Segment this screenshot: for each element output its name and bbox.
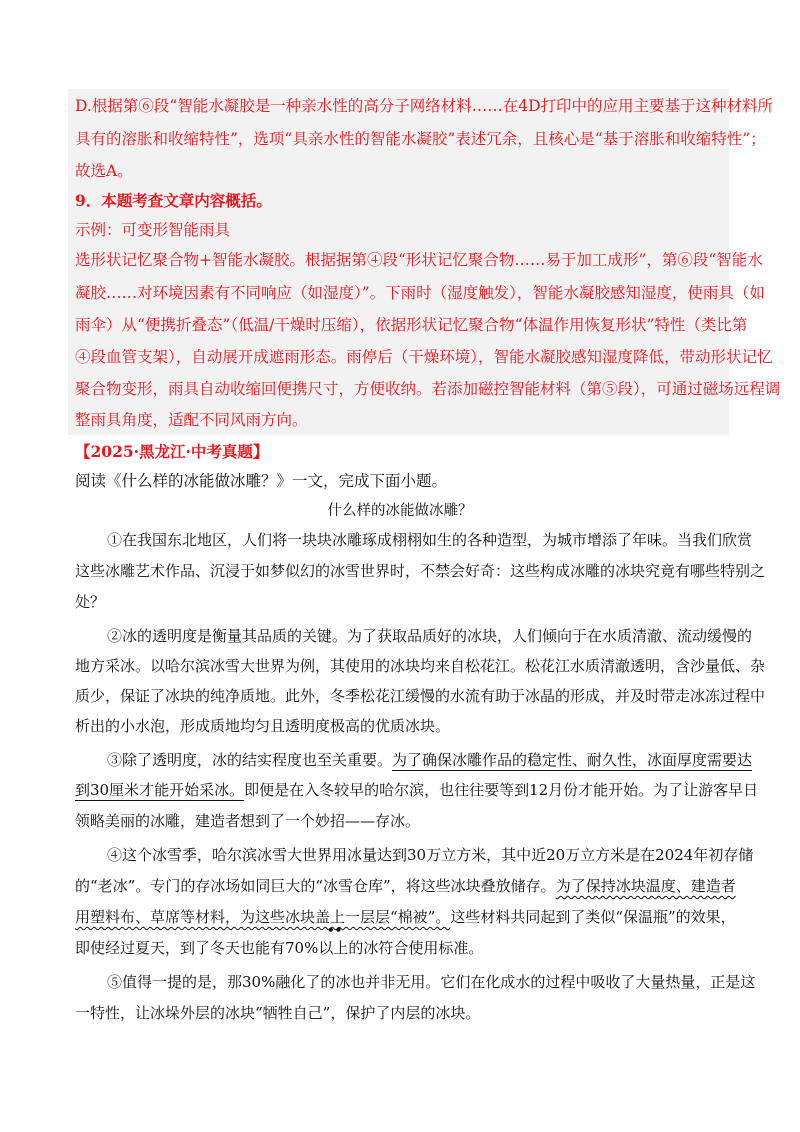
answer-line-1: D.根据第⑥段“智能水凝胶是一种亲水性的高分子网络材料……在4D打印中的应用主要基于这种材料所 xyxy=(75,97,774,115)
p5-line-1: ⑤值得一提的是，那30%融化了的冰也并非无用。它们在化成水的过程中吸收了大量热量，正是这 xyxy=(107,973,756,991)
p2-line-4: 析出的小水泡，形成质地均匀且透明度极高的优质冰块。 xyxy=(75,717,451,735)
answer-line-7: 凝胶……对环境因素有不同响应（如湿度）”。下雨时（湿度触发），智能水凝胶感知湿度，使雨具（如 xyxy=(75,284,765,302)
wavy-underlined-sentence: 为了保持冰块温度、建造者 xyxy=(555,877,736,895)
p4-line-3 xyxy=(75,907,736,927)
emphasis-dots: •• xyxy=(327,923,343,937)
p1-line-2: 这些冰雕艺术作品、沉浸于如梦似幻的冰雪世界时，不禁会好奇：这些构成冰雕的冰块究竟有哪些特别之 xyxy=(75,562,766,580)
wavy-underlined-sentence-end: 用塑料布、草席等材料，为这些冰块盖上一层层“棉被”。 xyxy=(75,908,451,926)
p1-line-3: 处？ xyxy=(75,593,106,611)
p3-line-2 xyxy=(75,780,758,800)
p3-line-3: 领略美丽的冰雕，建造者想到了一个妙招——存冰。 xyxy=(75,812,421,830)
underlined-sentence-1: 为了确保冰雕作品的稳定性、耐久性，冰面厚度需要达 xyxy=(392,751,753,769)
p2-line-3: 质少，保证了冰块的纯净质地。此外，冬季松花江缓慢的水流有助于冰晶的形成，并及时带走冰冻过程中 xyxy=(75,687,766,705)
p3-line-2-text: 即便是在入冬较早的哈尔滨，也往往要等到12月份才能开始。为了让游客早日 xyxy=(244,781,759,799)
answer-line-11: 整雨具角度，适配不同风雨方向。 xyxy=(75,411,308,429)
p2-line-1: ②冰的透明度是衡量其品质的关键。为了获取品质好的冰块，人们倾向于在水质清澈、流动缓慢的 xyxy=(107,627,753,645)
p5-line-2: 一特性，让冰垛外层的冰块“牺牲自己”，保护了内层的冰块。 xyxy=(75,1004,481,1022)
p4-line-3-text: 这些材料共同起到了类似“保温瓶”的效果， xyxy=(450,908,736,926)
p3-line-1-text: ③除了透明度，冰的结实程度也至关重要。 xyxy=(107,751,393,769)
answer-line-9: ④段血管支架），自动展开成遮雨形态。雨停后（干燥环境），智能水凝胶感知湿度降低，带动形状记忆 xyxy=(75,348,773,366)
answer-line-8: 雨伞）从“便携折叠态”（低温/干燥时压缩），依据形状记忆聚合物“体温作用恢复形状”特性（类比第 xyxy=(75,316,748,334)
answer-line-10: 聚合物变形，雨具自动收缩回便携尺寸，方便收纳。若添加磁控智能材料（第⑤段），可通过磁场远程调 xyxy=(75,380,781,398)
source-tag: 【2025·黑龙江·中考真题】 xyxy=(75,442,269,461)
reading-instruction: 阅读《什么样的冰能做冰雕？》一文，完成下面小题。 xyxy=(75,472,448,490)
answer-line-2: 具有的溶胀和收缩特性”，选项“具亲水性的智能水凝胶”表述冗余，且核心是“基于溶胀和收缩特性”； xyxy=(75,130,766,148)
p4-line-2-text: 的“老冰”。专门的存冰场如同巨大的“冰雪仓库”，将这些冰块叠放储存。 xyxy=(75,877,556,895)
p1-line-1: ①在我国东北地区，人们将一块块冰雕琢成栩栩如生的各种造型，为城市增添了年味。当我们欣赏 xyxy=(107,531,753,549)
answer-line-6: 选形状记忆聚合物+智能水凝胶。根据据第④段“形状记忆聚合物……易于加工成形”，第⑥段“智能水 xyxy=(75,251,763,269)
underlined-sentence-1-end: 到30厘米才能开始采冰。 xyxy=(75,781,245,799)
article-title: 什么样的冰能做冰雕？ xyxy=(327,503,473,519)
p4-line-1: ④这个冰雪季，哈尔滨冰雪大世界用冰量达到30万立方米，其中近20万立方米是在2024年初存储 xyxy=(107,846,754,864)
p2-line-2: 地方采冰。以哈尔滨冰雪大世界为例，其使用的冰块均来自松花江。松花江水质清澈透明，含沙量低、杂 xyxy=(75,657,766,675)
question-9-heading: 9．本题考查文章内容概括。 xyxy=(75,191,272,210)
p4-line-2 xyxy=(75,876,736,896)
p4-line-4: 即使经过夏天，到了冬天也能有70%以上的冰符合使用标准。 xyxy=(75,939,484,957)
answer-line-3: 故选A。 xyxy=(75,162,133,180)
answer-example-title: 示例：可变形智能雨具 xyxy=(75,221,231,239)
p3-line-1 xyxy=(107,750,752,770)
